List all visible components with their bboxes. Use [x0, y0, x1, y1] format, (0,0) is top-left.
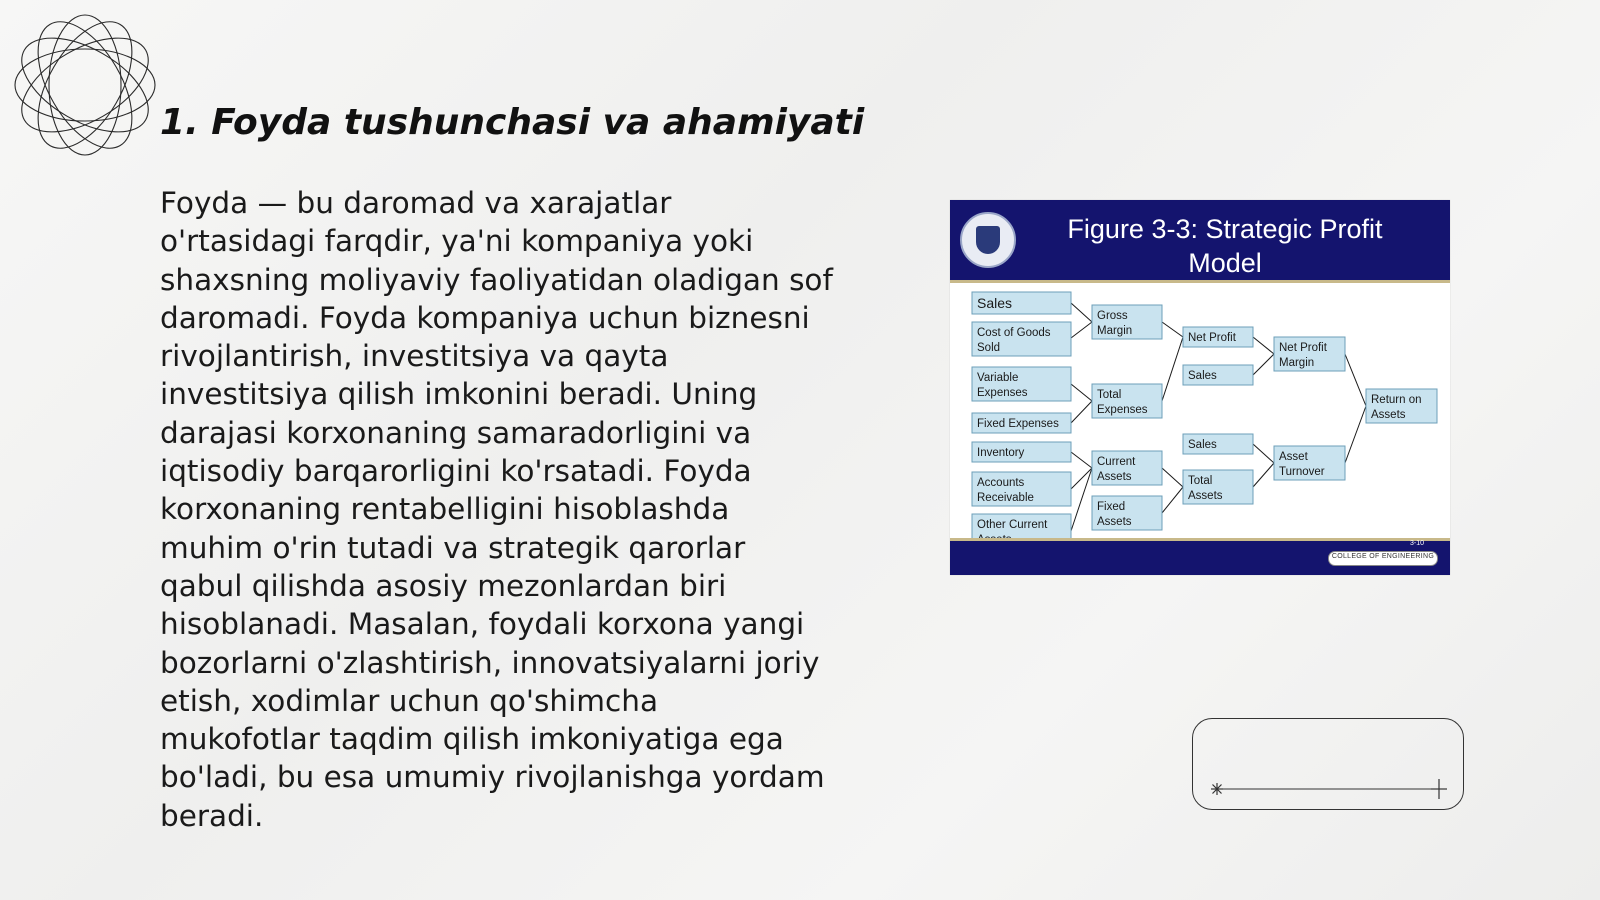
box-label: Current	[1097, 456, 1136, 468]
body-line: daromadi. Foyda kompaniya uchun biznesni	[160, 300, 810, 335]
box-label: Accounts	[977, 477, 1025, 489]
box-label: Assets	[1097, 471, 1132, 483]
figure-title-line: Figure 3-3: Strategic Profit	[1067, 214, 1383, 244]
box-label: Assets	[1188, 490, 1223, 502]
figure-title-line: Model	[1188, 248, 1262, 278]
body-line: beradi.	[160, 798, 264, 833]
box-label: Cost of Goods	[977, 327, 1051, 339]
decorative-frame	[1192, 718, 1464, 810]
diagram-box-sales-2	[1183, 365, 1253, 385]
box-label: Assets	[1097, 516, 1132, 528]
slide-title: 1. Foyda tushunchasi va ahamiyati	[160, 102, 865, 143]
diagram-box-fixed-expenses	[972, 413, 1071, 433]
body-line: investitsiya qilish imkonini beradi. Uning	[160, 377, 758, 412]
diagram-box-sales	[972, 292, 1071, 314]
diagram-box-return-on-assets	[1366, 389, 1437, 423]
box-label: Total	[1188, 475, 1213, 487]
diagram-box-inventory	[972, 442, 1071, 462]
slide-body-text	[160, 184, 850, 835]
diagram-box-gross-margin	[1092, 305, 1162, 339]
box-label: Turnover	[1279, 466, 1325, 478]
diagram-box-sales-3	[1183, 434, 1253, 454]
diagram-box-variable-expenses	[972, 367, 1071, 401]
box-label: Return on	[1371, 394, 1422, 406]
box-label: Other Current	[977, 519, 1048, 531]
diagram-box-net-profit	[1183, 327, 1253, 347]
box-label: Sold	[977, 342, 1001, 354]
profit-model-diagram	[950, 200, 1450, 575]
box-label: Net Profit	[1279, 342, 1327, 354]
body-line: muhim o'rin tutadi va strategik qarorlar	[160, 530, 746, 565]
body-line: shaxsning moliyaviy faoliyatidan oladigan sof	[160, 262, 833, 297]
body-line: o'rtasidagi farqdir, ya'ni kompaniya yoki	[160, 224, 754, 259]
body-line: mukofotlar taqdim qilish imkoniyatiga ega	[160, 722, 784, 757]
box-label: Inventory	[977, 447, 1025, 459]
body-line: darajasi korxonaning samaradorligini va	[160, 415, 752, 450]
body-line: Foyda — bu daromad va xarajatlar	[160, 186, 672, 220]
box-label: Expenses	[977, 387, 1028, 399]
box-label: Gross	[1097, 310, 1128, 322]
box-label: Margin	[1097, 325, 1133, 337]
box-label: Fixed	[1097, 501, 1126, 513]
diagram-box-cost-of-goods-sold	[972, 322, 1071, 356]
body-line: bozorlarni o'zlashtirish, innovatsiyalarni joriy	[160, 645, 820, 680]
box-label: Variable	[977, 372, 1019, 384]
box-label: Asset	[1279, 451, 1308, 463]
diagram-box-fixed-assets	[1092, 496, 1162, 530]
diagram-box-current-assets	[1092, 451, 1162, 485]
box-label: Net Profit	[1188, 332, 1236, 344]
diagram-box-accounts-receivable	[972, 472, 1071, 506]
decorative-ring-ornament	[10, 10, 160, 160]
box-label: Fixed Expenses	[977, 418, 1059, 430]
box-label: Receivable	[977, 492, 1034, 504]
box-label: Assets	[1371, 409, 1406, 421]
college-badge-text: COLLEGE OF ENGINEERING	[1331, 553, 1435, 560]
diagram-box-total-expenses	[1092, 384, 1162, 418]
body-line: iqtisodiy barqarorligini ko'rsatadi. Foyda	[160, 454, 752, 489]
body-line: etish, xodimlar uchun qo'shimcha	[160, 683, 659, 718]
body-line: hisoblanadi. Masalan, foydali korxona yangi	[160, 607, 805, 642]
box-label: Total	[1097, 389, 1122, 401]
decorative-line-graphic	[1193, 719, 1465, 811]
box-label: Sales	[1188, 370, 1217, 382]
body-line: korxonaning rentabelligini hisoblashda	[160, 492, 730, 527]
college-badge	[1328, 551, 1438, 566]
box-label: Expenses	[1097, 404, 1148, 416]
body-line: bo'ladi, bu esa umumiy rivojlanishga yordam	[160, 760, 825, 795]
figure-page-number: 3-10	[1410, 540, 1425, 547]
diagram-box-total-assets	[1183, 470, 1253, 504]
body-line: rivojlantirish, investitsiya va qayta	[160, 339, 669, 374]
strategic-profit-model-figure	[950, 200, 1450, 575]
diagram-box-asset-turnover	[1274, 446, 1345, 480]
box-label: Sales	[1188, 439, 1217, 451]
sparkle-icon	[1211, 783, 1223, 795]
diagram-box-net-profit-margin	[1274, 337, 1345, 371]
cross-icon	[1431, 779, 1447, 799]
box-label: Sales	[977, 295, 1013, 311]
body-line: qabul qilishda asosiy mezonlardan biri	[160, 568, 727, 603]
box-label: Margin	[1279, 357, 1315, 369]
